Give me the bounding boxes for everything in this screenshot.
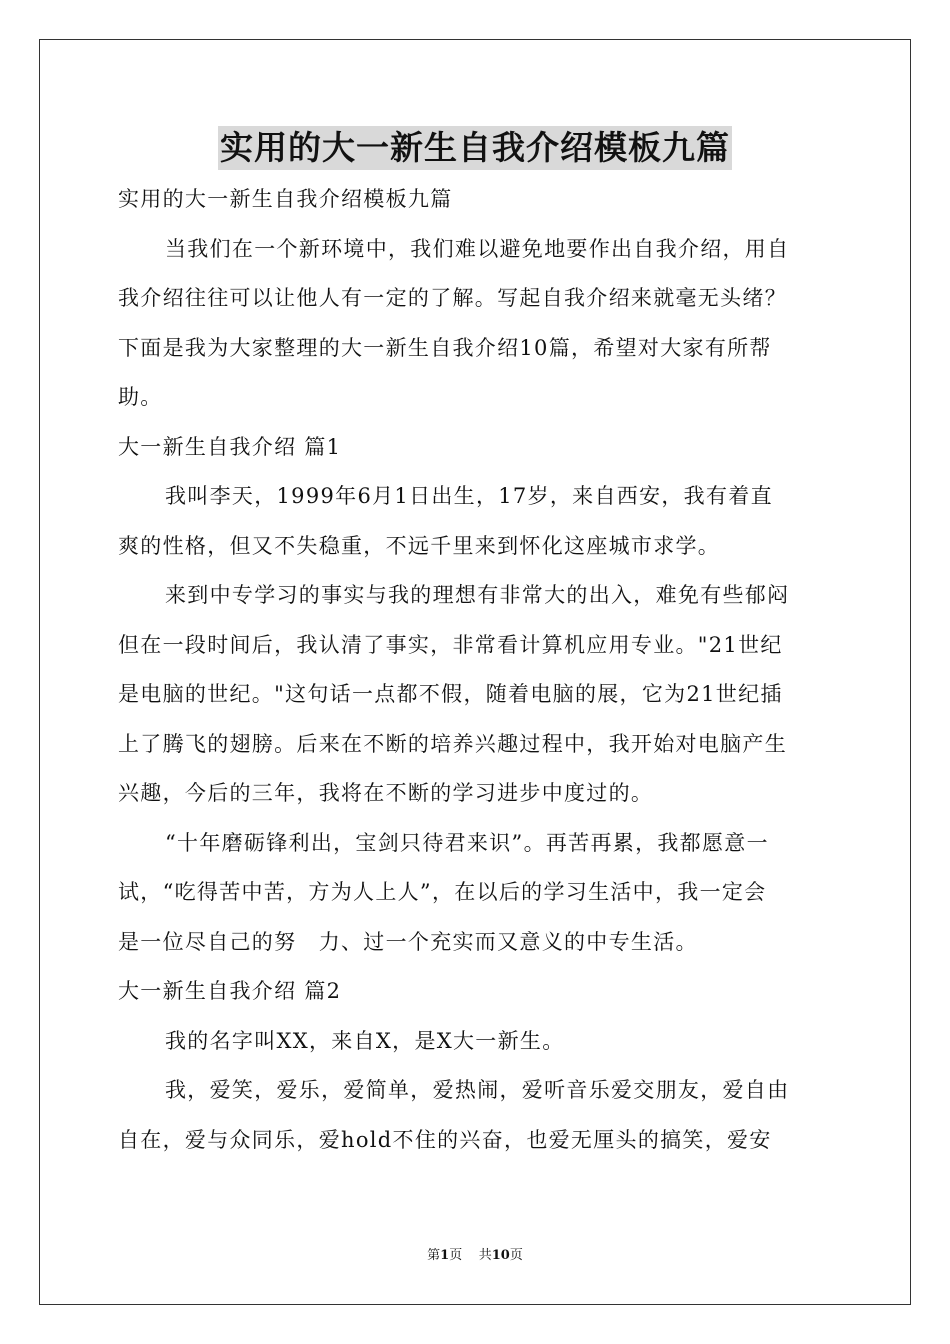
page-footer — [0, 1246, 950, 1266]
text-line: 是一位尽自己的努 力、过一个充实而又意义的中专生活。 — [118, 929, 698, 954]
text-line: 我的名字叫XX，来自X，是X大一新生。 — [165, 1028, 565, 1053]
text-line: 自在，爱与众同乐，爱hold不住的兴奋，也爱无厘头的搞笑，爱安 — [118, 1127, 772, 1152]
text-line: 兴趣，今后的三年，我将在不断的学习进步中度过的。 — [118, 781, 654, 805]
text-line: 我介绍往往可以让他人有一定的了解。写起自我介绍来就毫无头绪？ — [118, 286, 787, 310]
text-line: 我，爱笑，爱乐，爱简单，爱热闹，爱听音乐爱交朋友，爱自由 — [165, 1078, 790, 1102]
title-container — [0, 126, 950, 170]
total-pages: 10 — [491, 1248, 510, 1263]
page-prefix: 第 — [427, 1248, 441, 1263]
total-suffix: 页 — [509, 1248, 523, 1263]
text-line: “十年磨砺锋利出，宝剑只待君来识”。再苦再累，我都愿意一 — [165, 830, 769, 855]
text-line: 但在一段时间后，我认清了事实，非常看计算机应用专业。"21世纪 — [118, 632, 783, 657]
text-line: 爽的性格，但又不失稳重，不远千里来到怀化这座城市求学。 — [118, 533, 721, 558]
text-line: 是电脑的世纪。"这句话一点都不假，随着电脑的展，它为21世纪插 — [118, 682, 783, 706]
text-line: 大一新生自我介绍 篇2 — [118, 979, 342, 1003]
document-title: 实用的大一新生自我介绍模板九篇 — [218, 126, 732, 170]
text-line: 我叫李天，1999年6月1日出生，17岁，来自西安，我有着直 — [165, 484, 773, 508]
text-line: 来到中专学习的事实与我的理想有非常大的出入，难免有些郁闷 — [165, 583, 790, 607]
document-body — [118, 175, 838, 1165]
text-line: 实用的大一新生自我介绍模板九篇 — [118, 187, 453, 211]
text-line: 上了腾飞的翅膀。后来在不断的培养兴趣过程中，我开始对电脑产生 — [118, 731, 787, 756]
text-line: 试，“吃得苦中苦，方为人上人”，在以后的学习生活中，我一定会 — [118, 880, 767, 904]
text-line: 大一新生自我介绍 篇1 — [118, 434, 342, 459]
total-prefix: 共 — [478, 1248, 492, 1263]
text-line: 下面是我为大家整理的大一新生自我介绍10篇，希望对大家有所帮 — [118, 335, 772, 360]
page-number: 1 — [440, 1248, 450, 1263]
text-line: 当我们在一个新环境中，我们难以避免地要作出自我介绍，用自 — [165, 236, 790, 261]
page-suffix: 页 — [449, 1248, 463, 1263]
text-line: 助。 — [118, 385, 163, 409]
